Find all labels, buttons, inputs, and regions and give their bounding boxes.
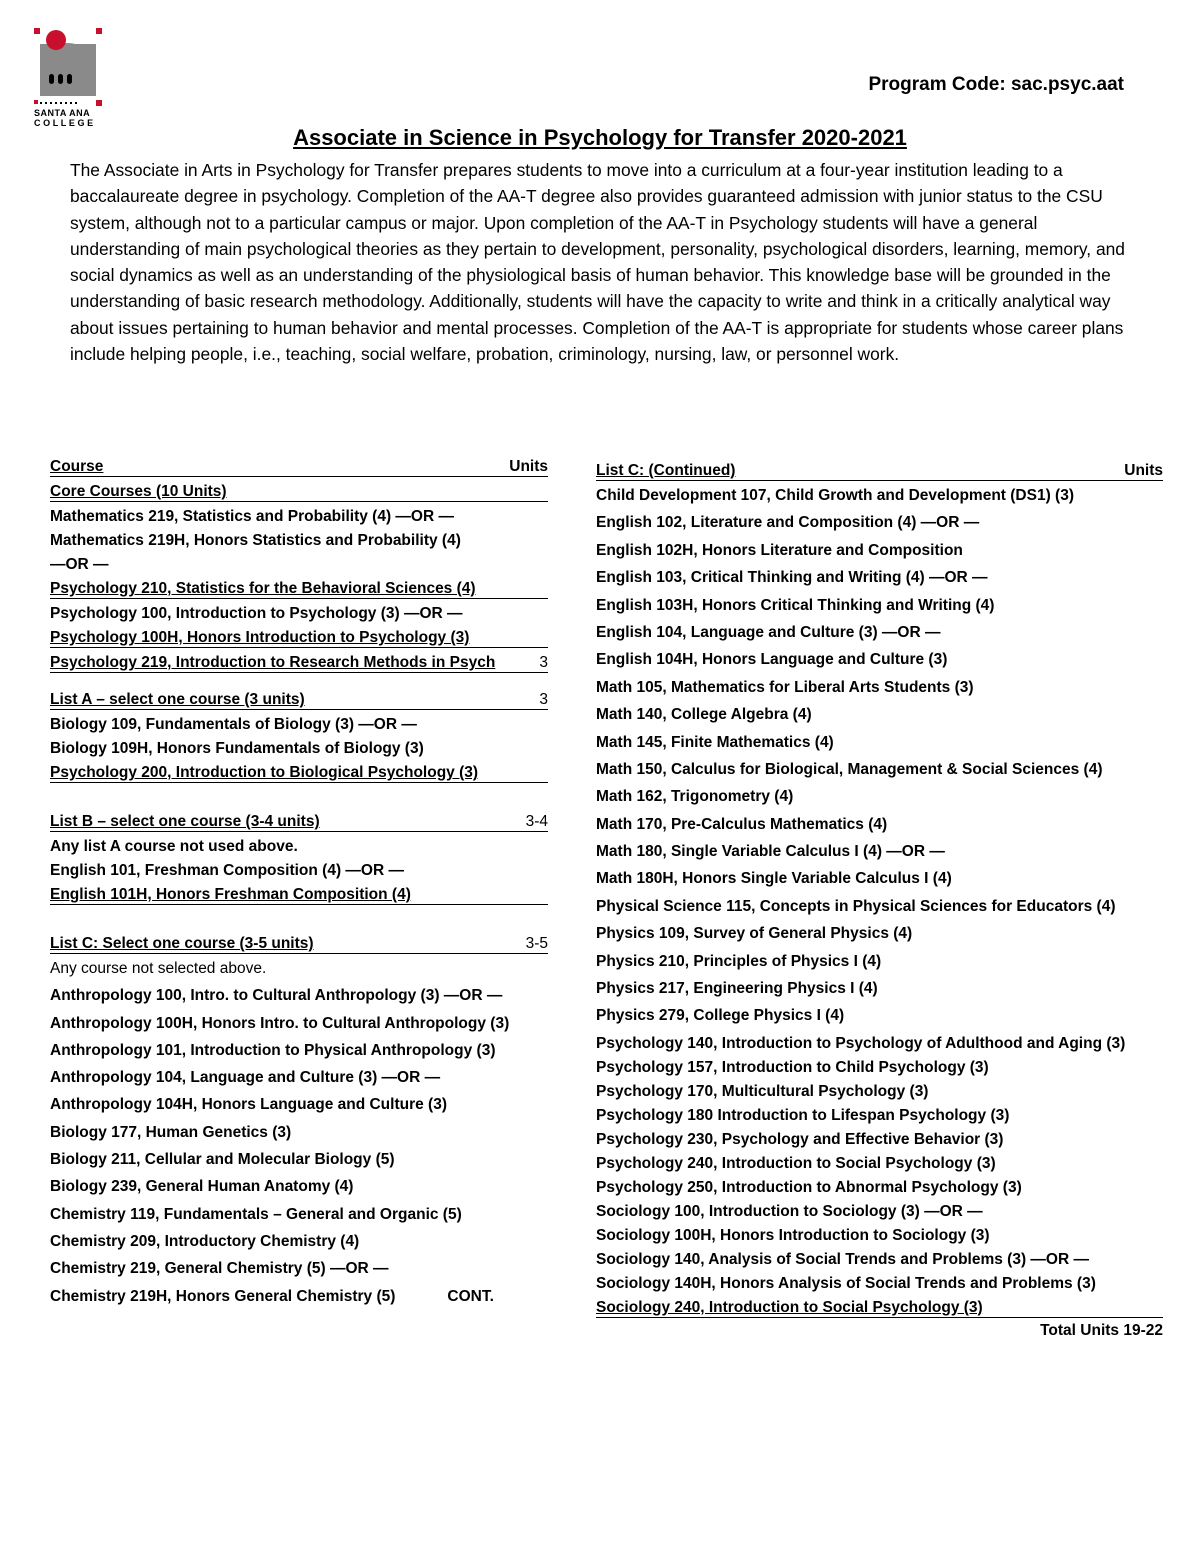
column-header: [50, 452, 548, 477]
course-item: Sociology 140, Analysis of Social Trends and Problems (3) —OR —: [596, 1250, 1089, 1268]
course-item: English 104, Language and Culture (3) —OR —: [596, 623, 941, 641]
course-item: Anthropology 104H, Honors Language and Culture (3): [50, 1096, 447, 1114]
course-item: Anthropology 101, Introduction to Physical Anthropology (3): [50, 1041, 496, 1059]
units-value: 3: [539, 654, 548, 671]
list-c-continued-items: [596, 481, 1163, 1318]
page-title: Associate in Science in Psychology for Transfer 2020-2021: [293, 125, 907, 150]
course-item: Psychology 170, Multicultural Psychology (3): [596, 1082, 929, 1100]
units-value: 3: [539, 691, 548, 708]
core-heading: Core Courses (10 Units): [50, 477, 548, 502]
course-item: Psychology 157, Introduction to Child Psychology (3): [596, 1058, 989, 1076]
list-b-heading: List B – select one course (3-4 units) 3-4: [50, 807, 548, 832]
course-item: Biology 109, Fundamentals of Biology (3) —OR —: [50, 716, 417, 733]
units-column-label: Units: [1124, 462, 1163, 479]
course-item: Psychology 100, Introduction to Psychology (3) —OR —: [50, 605, 463, 622]
course-item: Math 105, Mathematics for Liberal Arts Students (3): [596, 678, 974, 696]
course-column-label: Course: [50, 458, 104, 475]
course-item: Psychology 140, Introduction to Psychology of Adulthood and Aging (3): [596, 1034, 1126, 1052]
course-item: Anthropology 104, Language and Culture (3) —OR —: [50, 1069, 441, 1087]
list-c-intro: Any course not selected above.: [50, 960, 267, 977]
list-c-heading: List C: Select one course (3-5 units) 3-5: [50, 929, 548, 954]
course-item: Chemistry 219, General Chemistry (5) —OR —: [50, 1260, 389, 1278]
course-item: English 103, Critical Thinking and Writing (4) —OR —: [596, 569, 988, 587]
course-item: Sociology 240, Introduction to Social Psychology (3): [596, 1293, 1163, 1318]
course-item: Sociology 100H, Honors Introduction to Sociology (3): [596, 1226, 990, 1244]
description-text: The Associate in Arts in Psychology for Transfer prepares students to move into a curriculum at a four-year institution leading to a baccalaureate degree in psychology. Completion of the AA-T degree also provides guaranteed admission with junior status to the CSU system, although not to a particular campus or major. Upon completion of the AA-T in Psychology students will have a general understanding of main psychological theories as they pertain to development, personality, psychological disorders, learning, memory, and social dynamics as well as an understanding of the physiological basis of human behavior. This knowledge base will be grounded in the understanding of basic research methodology. Additionally, students will have the capacity to write and think in a critically analytical way about issues pertaining to human behavior and mental processes. Completion of the AA-T is appropriate for students whose career plans include helping people, i.e., teaching, social welfare, probation, criminology, nursing, law, or personnel work.: [70, 160, 1125, 365]
course-item: English 102H, Honors Literature and Composition: [596, 541, 963, 559]
course-item: Any list A course not used above.: [50, 838, 298, 855]
course-item: English 103H, Honors Critical Thinking and Writing (4): [596, 596, 995, 614]
total-units: Total Units 19-22: [1040, 1321, 1163, 1339]
course-item: English 101H, Honors Freshman Composition (4): [50, 880, 548, 905]
course-item: Mathematics 219, Statistics and Probability (4) —OR —: [50, 508, 454, 525]
list-c-continued-heading: List C: (Continued) Units: [596, 456, 1163, 481]
course-item: Psychology 200, Introduction to Biological Psychology (3): [50, 758, 548, 783]
course-item: Anthropology 100, Intro. to Cultural Anthropology (3) —OR —: [50, 987, 503, 1005]
course-item: Psychology 100H, Honors Introduction to Psychology (3): [50, 623, 548, 648]
course-item: English 104H, Honors Language and Culture (3): [596, 651, 948, 669]
or-separator: —OR —: [50, 556, 109, 573]
logo-building-icon: [34, 26, 102, 106]
course-item: Math 145, Finite Mathematics (4): [596, 733, 834, 751]
course-item: Math 140, College Algebra (4): [596, 706, 812, 724]
college-logo: [34, 26, 106, 128]
course-item: Physics 217, Engineering Physics I (4): [596, 980, 878, 998]
program-description: [70, 157, 1130, 367]
course-item: Chemistry 219H, Honors General Chemistry (5) CONT.: [50, 1287, 494, 1305]
course-item: Math 170, Pre-Calculus Mathematics (4): [596, 815, 888, 833]
course-item: English 102, Literature and Composition (4) —OR —: [596, 514, 980, 532]
course-item: Biology 211, Cellular and Molecular Biology (5): [50, 1151, 395, 1169]
course-item: Biology 177, Human Genetics (3): [50, 1123, 292, 1141]
course-item: Psychology 219, Introduction to Research Methods in Psych 3: [50, 648, 548, 673]
units-value: 3-4: [525, 813, 548, 830]
course-item: Biology 109H, Honors Fundamentals of Biology (3): [50, 740, 424, 757]
right-column: [596, 452, 1163, 1340]
course-item: Child Development 107, Child Growth and Development (DS1) (3): [596, 487, 1074, 504]
logo-line2: COLLEGE: [34, 118, 96, 128]
course-item: Psychology 180 Introduction to Lifespan Psychology (3): [596, 1106, 1010, 1124]
course-item: Psychology 210, Statistics for the Behavioral Sciences (4): [50, 574, 548, 599]
course-item: Math 162, Trigonometry (4): [596, 788, 794, 806]
course-item: Sociology 140H, Honors Analysis of Social Trends and Problems (3): [596, 1274, 1096, 1292]
logo-line1: SANTA ANA: [34, 108, 91, 118]
program-code: Program Code: sac.psyc.aat: [868, 74, 1124, 95]
course-item: Physics 210, Principles of Physics I (4): [596, 952, 882, 970]
course-item: Psychology 240, Introduction to Social Psychology (3): [596, 1154, 996, 1172]
course-item: Psychology 250, Introduction to Abnormal Psychology (3): [596, 1178, 1022, 1196]
units-value: 3-5: [525, 935, 548, 952]
course-item: Math 180H, Honors Single Variable Calculus I (4): [596, 870, 952, 888]
course-item: Chemistry 119, Fundamentals – General and Organic (5): [50, 1205, 462, 1223]
course-item: Physical Science 115, Concepts in Physical Sciences for Educators (4): [596, 897, 1116, 915]
course-item: Physics 279, College Physics I (4): [596, 1007, 845, 1025]
course-item: English 101, Freshman Composition (4) —OR —: [50, 862, 404, 879]
course-item: Biology 239, General Human Anatomy (4): [50, 1178, 354, 1196]
course-item: Math 180, Single Variable Calculus I (4) —OR —: [596, 843, 945, 861]
course-item: Psychology 230, Psychology and Effective Behavior (3): [596, 1130, 1004, 1148]
course-item: Chemistry 209, Introductory Chemistry (4): [50, 1232, 360, 1250]
course-item: Sociology 100, Introduction to Sociology (3) —OR —: [596, 1202, 983, 1220]
course-item: Math 150, Calculus for Biological, Management & Social Sciences (4): [596, 760, 1103, 778]
course-item: Mathematics 219H, Honors Statistics and Probability (4): [50, 532, 461, 549]
left-column: [50, 452, 548, 1306]
list-c-items: [50, 978, 548, 1306]
course-item: Physics 109, Survey of General Physics (4): [596, 925, 913, 943]
list-a-heading: List A – select one course (3 units) 3: [50, 685, 548, 710]
units-column-label: Units: [509, 458, 548, 475]
continued-note: CONT.: [447, 1287, 494, 1305]
course-item: Anthropology 100H, Honors Intro. to Cultural Anthropology (3): [50, 1014, 510, 1032]
